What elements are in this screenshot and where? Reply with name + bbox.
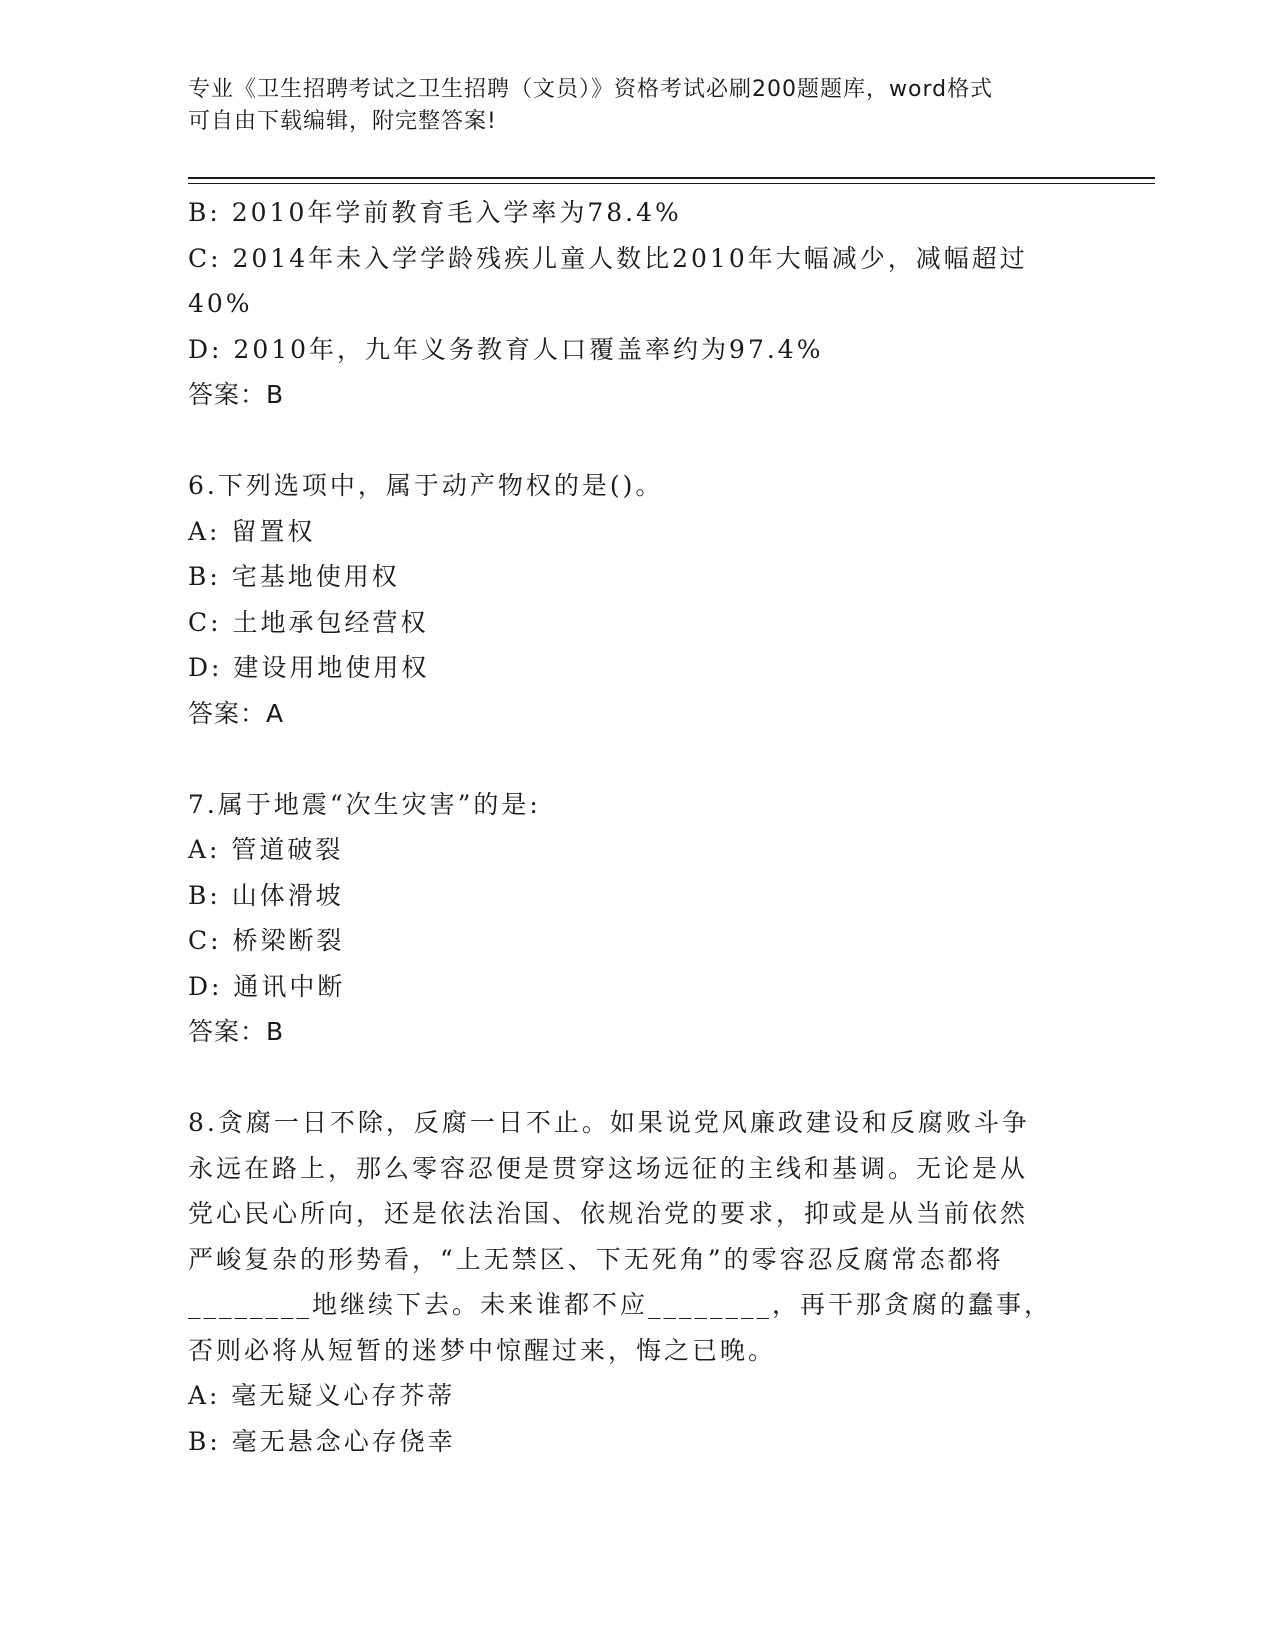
q6-option-c: C: 土地承包经营权: [188, 607, 429, 637]
question-5-block: [188, 190, 1068, 418]
q6-answer: 答案：A: [188, 698, 285, 728]
q6-option-a: A: 留置权: [188, 516, 316, 546]
header-divider-thin: [188, 183, 1155, 184]
q7-option-c: C: 桥梁断裂: [188, 926, 345, 955]
spacer: [188, 1055, 1068, 1101]
document-header: [188, 74, 1088, 138]
q7-option-d: D: 通讯中断: [188, 971, 346, 1001]
header-title-line-1: 专业《卫生招聘考试之卫生招聘（文员）》资格考试必刷200题题库，word格式: [188, 77, 994, 102]
q6-option-d: D: 建设用地使用权: [188, 653, 430, 682]
q5-answer: 答案：B: [188, 380, 285, 409]
header-divider-thick: [188, 177, 1155, 179]
q7-answer: 答案：B: [188, 1017, 285, 1046]
q8-question-line-1: 8.贪腐一日不除，反腐一日不止。如果说党风廉政建设和反腐败斗争: [188, 1108, 1030, 1137]
spacer: [188, 418, 1068, 464]
q6-question: 6.下列选项中，属于动产物权的是()。: [188, 471, 664, 500]
q8-option-a: A: 毫无疑义心存芥蒂: [188, 1381, 456, 1410]
q8-question-line-3: 党心民心所向，还是依法治国、依规治党的要求，抑或是从当前依然: [188, 1199, 1029, 1228]
header-title-line-2: 可自由下载编辑，附完整答案!: [188, 109, 497, 134]
q7-question: 7.属于地震“次生灾害”的是:: [188, 789, 541, 819]
q8-question-line-4: 严峻复杂的形势看，“上无禁区、下无死角”的零容忍反腐常态都将: [188, 1244, 1004, 1274]
question-7-block: [188, 782, 1068, 1055]
q6-option-b: B: 宅基地使用权: [188, 562, 400, 591]
spacer: [188, 736, 1068, 782]
q8-question-line-5: ________地继续下去。未来谁都不应________，再干那贪腐的蠢事，: [188, 1290, 1053, 1319]
question-content: [188, 190, 1068, 1464]
question-8-block: [188, 1100, 1068, 1464]
q8-question-line-6: 否则必将从短暂的迷梦中惊醒过来，悔之已晚。: [188, 1335, 777, 1365]
q5-option-c-line-2: 40%: [188, 289, 253, 318]
q7-option-a: A: 管道破裂: [188, 835, 344, 864]
q5-option-c-line-1: C: 2014年未入学学龄残疾儿童人数比2010年大幅减少，减幅超过: [188, 243, 1028, 273]
q5-option-d: D: 2010年，九年义务教育人口覆盖率约为97.4%: [188, 334, 824, 364]
q5-option-b: B: 2010年学前教育毛入学率为78.4%: [188, 198, 682, 227]
q8-option-b: B: 毫无悬念心存侥幸: [188, 1426, 456, 1456]
q7-option-b: B: 山体滑坡: [188, 880, 344, 910]
q8-question-line-2: 永远在路上，那么零容忍便是贯穿这场远征的主线和基调。无论是从: [188, 1153, 1029, 1183]
question-6-block: [188, 463, 1068, 736]
